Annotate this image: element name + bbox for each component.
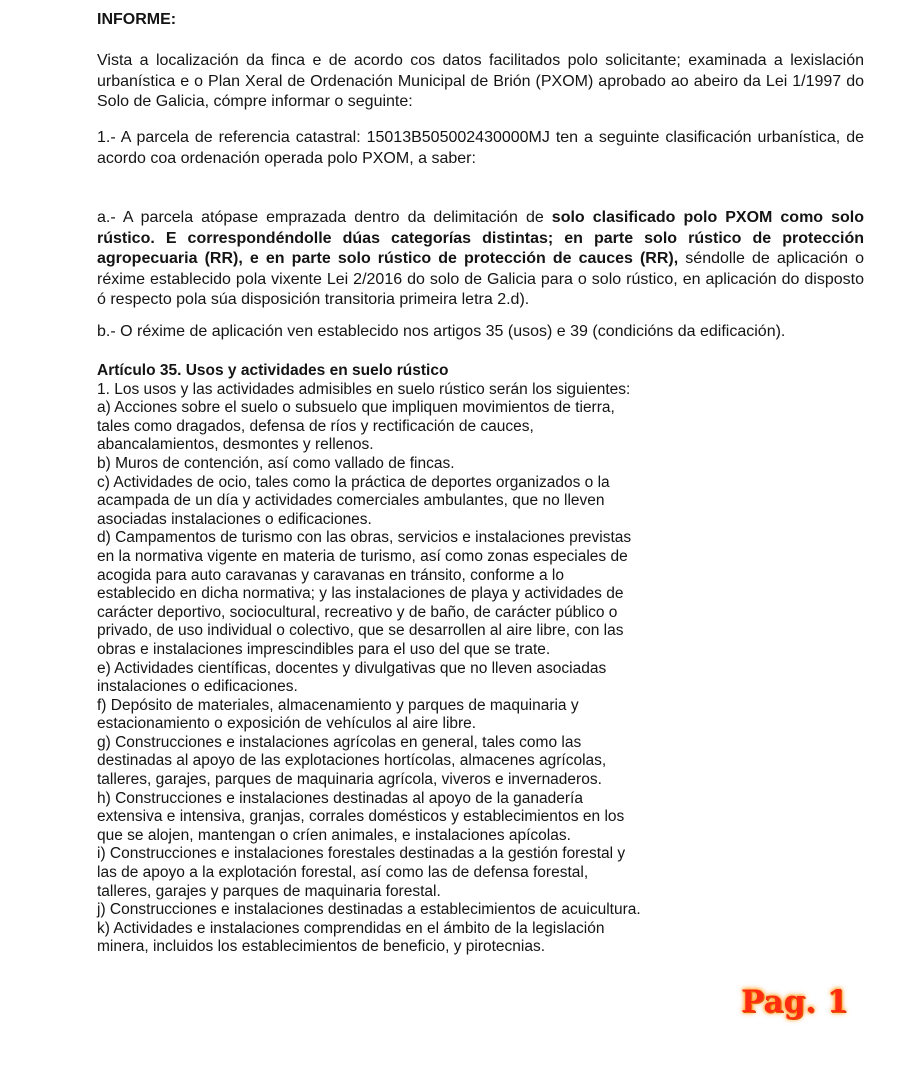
article-line: tales como dragados, defensa de ríos y rectificación de cauces, [97, 417, 534, 435]
article-line: talleres, garajes y parques de maquinaria forestal. [97, 882, 441, 900]
article-line: estacionamiento o exposición de vehículos al aire libre. [97, 715, 477, 733]
article-title: Artículo 35. Usos y actividades en suelo rústico [97, 362, 449, 379]
article-line: acogida para auto caravanas y caravanas en tránsito, conforme a lo [97, 566, 564, 584]
article-line: que se alojen, mantengan o críen animales, e instalaciones apícolas. [97, 826, 571, 844]
article-line: acampada de un día y actividades comerciales ambulantes, que no lleven [97, 492, 605, 510]
article-line: obras e instalaciones imprescindibles para el uso del que se trate. [97, 640, 551, 658]
point-b-paragraph: b.- O réxime de aplicación ven establecido nos artigos 35 (usos) e 39 (condicións da edificación). [97, 323, 786, 340]
page-number-label: Pag. 1 [741, 984, 849, 1020]
article-line: establecido en dicha normativa; y las instalaciones de playa y actividades de [97, 585, 624, 603]
point-a-bold-text: solo clasificado polo PXOM como solo rústico. E correspondéndolle dúas categorías distintas; en parte solo rústico de protección agropecuaria (RR), e en parte solo rústico de protección de cauces (RR), [97, 209, 865, 267]
article-line: destinadas al apoyo de las explotaciones hortícolas, almacenes agrícolas, [97, 752, 607, 770]
article-line: privado, de uso individual o colectivo, que se desarrollen al aire libre, con las [97, 622, 624, 640]
report-heading: INFORME: [97, 11, 177, 28]
article-line: d) Campamentos de turismo con las obras, servicios e instalaciones previstas [97, 529, 632, 547]
article-line: f) Depósito de materiales, almacenamiento y parques de maquinaria y [97, 696, 579, 714]
point-a-text-before: a.- A parcela atópase emprazada dentro da delimitación de [97, 209, 552, 226]
article-line: las de apoyo a la explotación forestal, así como las de defensa forestal, [97, 864, 589, 882]
article-line: 1. Los usos y las actividades admisibles en suelo rústico serán los siguientes: [97, 380, 631, 398]
article-line: a) Acciones sobre el suelo o subsuelo que impliquen movimientos de tierra, [97, 399, 615, 417]
point-1-paragraph: 1.- A parcela de referencia catastral: 15013B505002430000MJ ten a seguinte clasificación urbanística, de acordo coa ordenación operada polo PXOM, a saber: [97, 129, 864, 167]
article-line: e) Actividades científicas, docentes y divulgativas que no lleven asociadas [97, 659, 607, 677]
article-line: extensiva e intensiva, granjas, corrales domésticos y establecimientos en los [97, 808, 625, 826]
article-line: minera, incluidos los establecimientos de beneficio, y pirotecnias. [97, 938, 546, 956]
article-line: asociadas instalaciones o edificaciones. [97, 510, 372, 528]
intro-paragraph: Vista a localización da finca e de acordo cos datos facilitados polo solicitante; examinada a lexislación urbanística e o Plan Xeral de Ordenación Municipal de Brión (PXOM) aprobado ao abeiro da Lei 1/1997 do Solo de Galicia, cómpre informar o seguinte: [97, 52, 864, 110]
article-line: talleres, garajes, parques de maquinaria agrícola, viveros e invernaderos. [97, 771, 602, 789]
article-line: abancalamientos, desmontes y rellenos. [97, 436, 374, 454]
article-line: h) Construcciones e instalaciones destinadas al apoyo de la ganadería [97, 789, 583, 807]
article-line: carácter deportivo, sociocultural, recreativo y de baño, de carácter público o [97, 603, 618, 621]
article-line: c) Actividades de ocio, tales como la práctica de deportes organizados o la [97, 473, 610, 491]
point-a-text-after: séndolle de aplicación o réxime establecido pola vixente Lei 2/2016 do solo de Galicia para o solo rústico, en aplicación do disposto ó respecto pola súa disposición transitoria primeira letra 2.d). [97, 250, 865, 308]
point-a-paragraph [97, 208, 864, 311]
article-line: en la normativa vigente en materia de turismo, así como zonas especiales de [97, 547, 628, 565]
article-line: b) Muros de contención, así como vallado de fincas. [97, 454, 455, 472]
article-line: i) Construcciones e instalaciones forestales destinadas a la gestión forestal y [97, 845, 626, 863]
article-line: j) Construcciones e instalaciones destinadas a establecimientos de acuicultura. [97, 901, 641, 919]
article-line: k) Actividades e instalaciones comprendidas en el ámbito de la legislación [97, 919, 605, 937]
article-35-block [97, 362, 717, 957]
article-line: g) Construcciones e instalaciones agrícolas en general, tales como las [97, 733, 582, 751]
article-line: instalaciones o edificaciones. [97, 678, 298, 696]
